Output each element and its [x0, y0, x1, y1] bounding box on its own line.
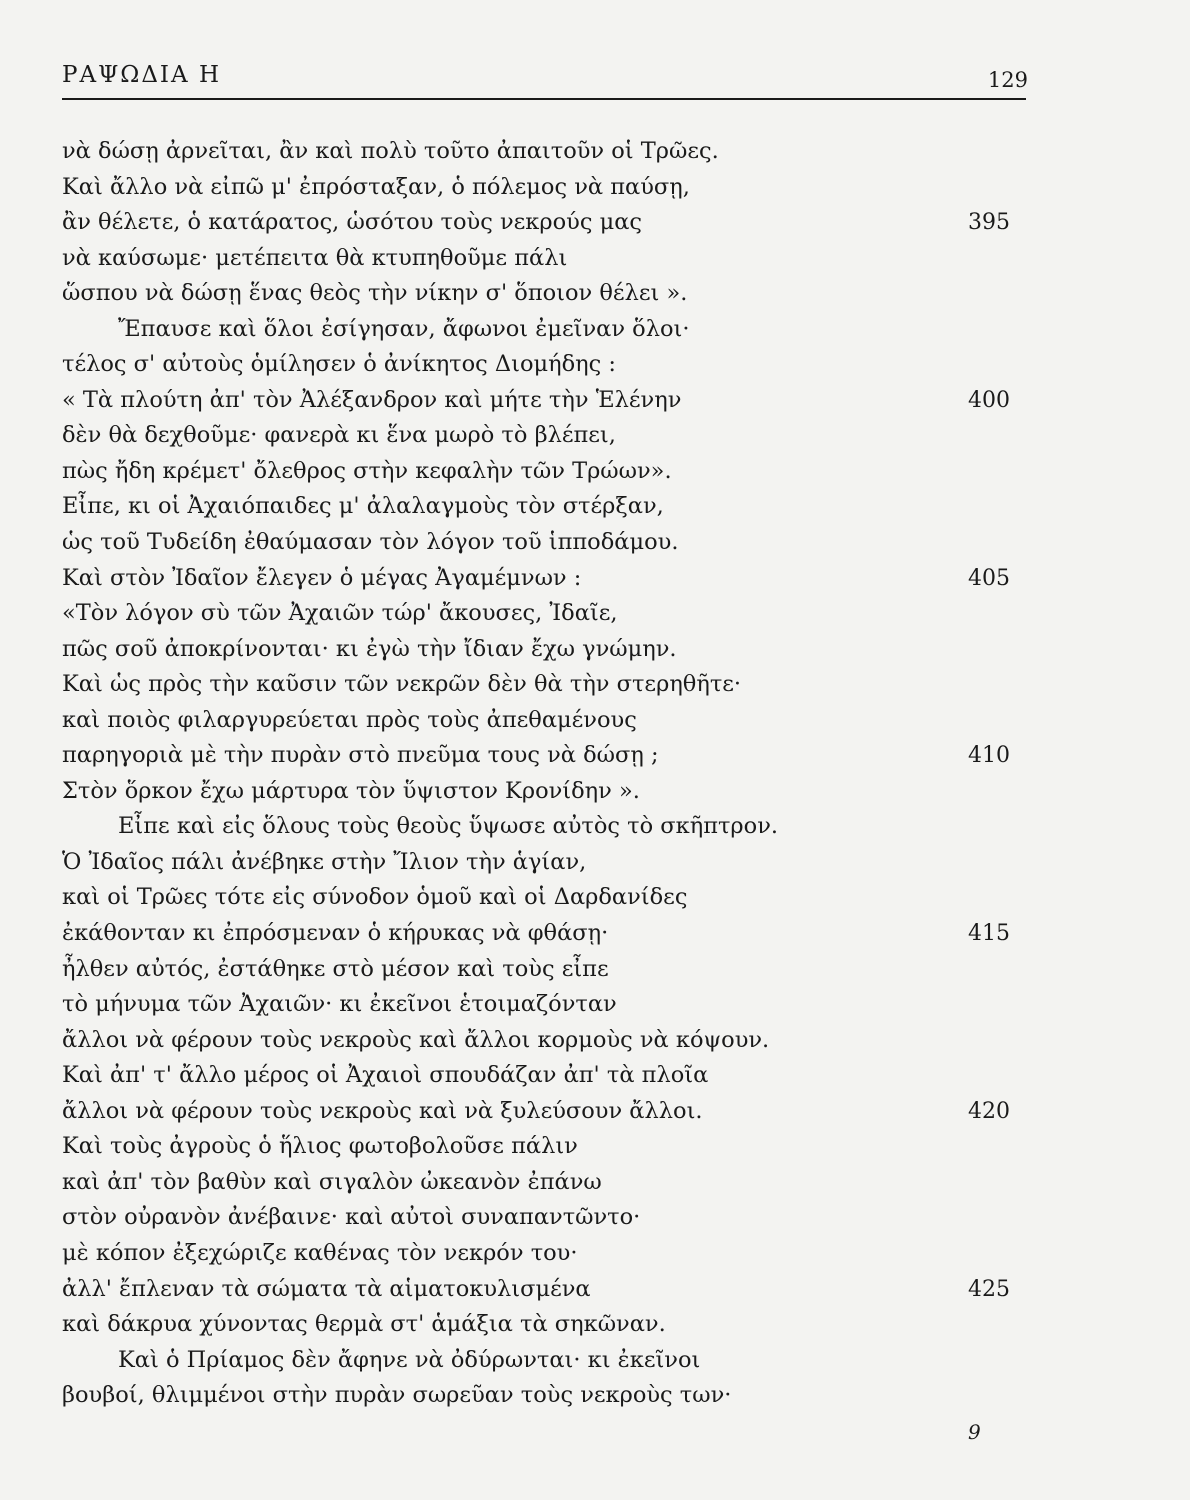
verse-line	[0, 347, 1190, 383]
verse-line	[0, 1094, 1190, 1130]
verse-line	[0, 241, 1190, 277]
verse-line	[0, 952, 1190, 988]
verse-text: « Τὰ πλούτη ἀπ' τὸν Ἀλέξανδρον καὶ μήτε τὴν Ἑλένην	[62, 386, 682, 413]
verse-line	[0, 489, 1190, 525]
verse-line	[0, 170, 1190, 206]
verse-line	[0, 525, 1190, 561]
verse-text: καὶ οἱ Τρῶες τότε εἰς σύνοδον ὁμοῦ καὶ οἱ Δαρδανίδες	[62, 884, 688, 911]
verse-line	[0, 1165, 1190, 1201]
verse-text: ἄλλοι νὰ φέρουν τοὺς νεκροὺς καὶ ἄλλοι κορμοὺς νὰ κόψουν.	[62, 1026, 770, 1053]
verse-line	[0, 667, 1190, 703]
verse-text: νὰ καύσωμε· μετέπειτα θὰ κτυπηθοῦμε πάλι	[62, 244, 568, 271]
verse-text: Καὶ ἀπ' τ' ἄλλο μέρος οἱ Ἀχαιοὶ σπουδάζαν ἀπ' τὰ πλοῖα	[62, 1062, 709, 1089]
verse-line	[0, 1023, 1190, 1059]
verse-line	[0, 1058, 1190, 1094]
verse-text: ἄλλοι νὰ φέρουν τοὺς νεκροὺς καὶ νὰ ξυλεύσουν ἄλλοι.	[62, 1097, 703, 1124]
verse-text: πῶς σοῦ ἀποκρίνονται· κι ἐγὼ τὴν ἴδιαν ἔχω γνώμην.	[62, 635, 677, 662]
verse-text: πὼς ἤδη κρέμετ' ὄλεθρος στὴν κεφαλὴν τῶν Τρώων».	[62, 457, 672, 484]
verse-text: παρηγοριὰ μὲ τὴν πυρὰν στὸ πνεῦμα τους νὰ δώσῃ ;	[62, 742, 659, 769]
verse-line	[0, 703, 1190, 739]
verse-text: ὥσπου νὰ δώσῃ ἕνας θεὸς τὴν νίκην σ' ὅποιον θέλει ».	[62, 280, 688, 307]
verse-line	[0, 987, 1190, 1023]
verse-text: Καὶ ἄλλο νὰ εἰπῶ μ' ἐπρόσταξαν, ὁ πόλεμος νὰ παύσῃ,	[62, 173, 690, 200]
verse-text: ἐκάθονταν κι ἐπρόσμεναν ὁ κήρυκας νὰ φθάσῃ·	[62, 920, 609, 947]
verse-line	[0, 134, 1190, 170]
verse-text: μὲ κόπον ἐξεχώριζε καθένας τὸν νεκρόν του·	[62, 1239, 578, 1266]
verse-text: στὸν οὐρανὸν ἀνέβαινε· καὶ αὐτοὶ συναπαντῶντο·	[62, 1204, 641, 1231]
verse-line	[0, 1307, 1190, 1343]
verse-text: Ἔπαυσε καὶ ὅλοι ἐσίγησαν, ἄφωνοι ἐμεῖναν ὅλοι·	[118, 315, 690, 342]
verse-line	[0, 561, 1190, 597]
verse-text: ἀλλ' ἔπλεναν τὰ σώματα τὰ αἱματοκυλισμένα	[62, 1275, 591, 1302]
verse-text: Καὶ τοὺς ἀγροὺς ὁ ἥλιος φωτοβολοῦσε πάλιν	[62, 1133, 578, 1160]
verse-text: καὶ ἀπ' τὸν βαθὺν καὶ σιγαλὸν ὠκεανὸν ἐπάνω	[62, 1168, 602, 1195]
verse-text: βουβοί, θλιμμένοι στὴν πυρὰν σωρεῦαν τοὺς νεκροὺς των·	[62, 1382, 732, 1409]
verse-line	[0, 632, 1190, 668]
verse-text: Καὶ ὡς πρὸς τὴν καῦσιν τῶν νεκρῶν δὲν θὰ τὴν στερηθῆτε·	[62, 671, 742, 698]
header-rule	[62, 98, 1026, 100]
verse-line	[0, 454, 1190, 490]
page-number: 129	[987, 68, 1028, 92]
verse-line	[0, 809, 1190, 845]
verse-line	[0, 276, 1190, 312]
verse-line	[0, 738, 1190, 774]
verse-text: «Τὸν λόγον σὺ τῶν Ἀχαιῶν τώρ' ἄκουσες, Ἰδαῖε,	[62, 600, 618, 627]
verse-text: νὰ δώσῃ ἀρνεῖται, ἂν καὶ πολὺ τοῦτο ἀπαιτοῦν οἱ Τρῶες.	[62, 138, 719, 164]
verse-text: τὸ μήνυμα τῶν Ἀχαιῶν· κι ἐκεῖνοι ἑτοιμαζόνταν	[62, 991, 617, 1018]
verse-text: Εἶπε καὶ εἰς ὅλους τοὺς θεοὺς ὕψωσε αὐτὸς τὸ σκῆπτρον.	[118, 813, 779, 840]
line-number: 400	[968, 387, 1010, 413]
line-number: 405	[968, 565, 1010, 591]
verse-line	[0, 916, 1190, 952]
verse-text: τέλος σ' αὐτοὺς ὁμίλησεν ὁ ἀνίκητος Διομήδης :	[62, 351, 616, 378]
verse-text: ὡς τοῦ Τυδείδη ἐθαύμασαν τὸν λόγον τοῦ ἱπποδάμου.	[62, 529, 679, 556]
verse-line	[0, 880, 1190, 916]
verse-text: Ὁ Ἰδαῖος πάλι ἀνέβηκε στὴν Ἴλιον τὴν ἁγίαν,	[62, 848, 587, 875]
verse-line	[0, 1378, 1190, 1414]
verse-line	[0, 774, 1190, 810]
verse-text: Στὸν ὅρκον ἔχω μάρτυρα τὸν ὕψιστον Κρονίδην ».	[62, 777, 640, 804]
verse-text: καὶ ποιὸς φιλαργυρεύεται πρὸς τοὺς ἀπεθαμένους	[62, 706, 637, 733]
verse-line	[0, 418, 1190, 454]
verse-text: ἦλθεν αὐτός, ἐστάθηκε στὸ μέσον καὶ τοὺς εἶπε	[62, 955, 609, 982]
verse-line	[0, 596, 1190, 632]
verse-line	[0, 1129, 1190, 1165]
line-number: 415	[968, 921, 1010, 947]
verse-line	[0, 1236, 1190, 1272]
verse-line	[0, 1272, 1190, 1308]
verse-block	[0, 134, 1190, 1414]
verse-line	[0, 205, 1190, 241]
verse-text: δὲν θὰ δεχθοῦμε· φανερὰ κι ἕνα μωρὸ τὸ βλέπει,	[62, 422, 616, 449]
verse-text: Εἶπε, κι οἱ Ἀχαιόπαιδες μ' ἀλαλαγμοὺς τὸν στέρξαν,	[62, 493, 664, 520]
verse-text: καὶ δάκρυα χύνοντας θερμὰ στ' ἁμάξια τὰ σηκῶναν.	[62, 1311, 666, 1338]
running-head: ΡΑΨΩΔΙΑ Η	[62, 62, 221, 88]
verse-line	[0, 1200, 1190, 1236]
signature-mark: 9	[968, 1420, 981, 1444]
verse-text: Καὶ ὁ Πρίαμος δὲν ἄφηνε νὰ ὀδύρωνται· κι ἐκεῖνοι	[118, 1346, 701, 1373]
line-number: 395	[968, 210, 1010, 236]
line-number: 420	[968, 1098, 1010, 1124]
verse-line	[0, 845, 1190, 881]
verse-line	[0, 383, 1190, 419]
line-number: 410	[968, 743, 1010, 769]
verse-text: Καὶ στὸν Ἰδαῖον ἔλεγεν ὁ μέγας Ἀγαμέμνων :	[62, 564, 582, 591]
verse-text: ἂν θέλετε, ὁ κατάρατος, ὡσότου τοὺς νεκρούς μας	[62, 209, 642, 236]
verse-line	[0, 1343, 1190, 1379]
line-number: 425	[968, 1276, 1010, 1302]
verse-line	[0, 312, 1190, 348]
